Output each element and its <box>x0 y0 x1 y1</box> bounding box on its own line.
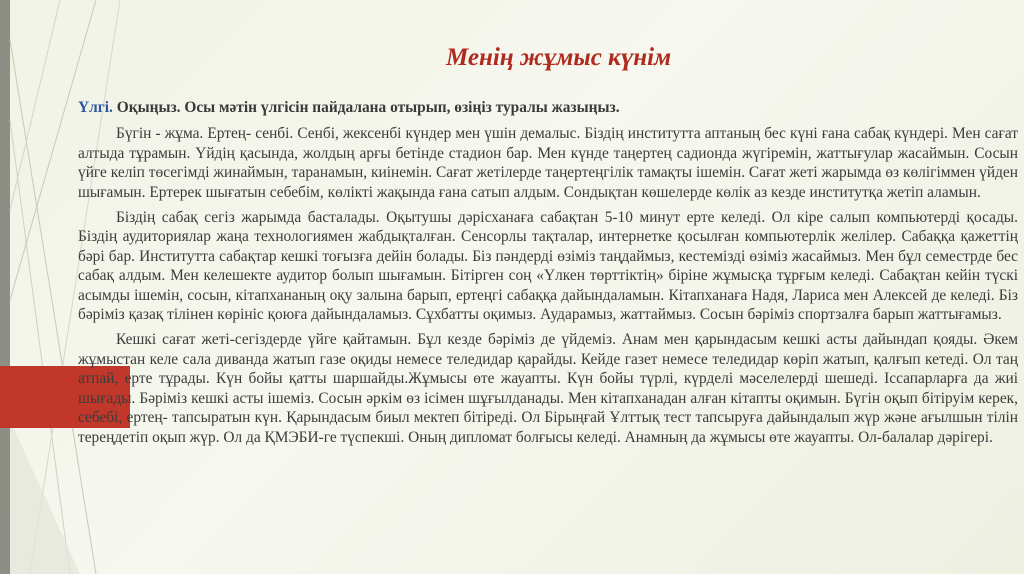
task-text: Оқыңыз. Осы мәтін үлгісін пайдалана отырып, өзіңіз туралы жазыңыз. <box>116 99 620 116</box>
task-label: Үлгі. <box>78 99 113 116</box>
paragraph-2: Біздің сабақ сегіз жарымда басталады. Оқытушы дәрісханаға сабақтан 5-10 минут ерте келеді. Ол кіре салып компьютерді қосады. Біздің аудиториялар жаңа технологиямен жабдықталған. Сенсорлы тақталар, интернетке қосылған компьютерлік желілер. Сабаққа қажеттің бәрі бар. Институтта сабақтар кешкі тоғызға дейін болады. Біз пәндерді өзіміз таңдаймыз, кестемізді өзіміз жасаймыз. Мен бұл семестрде бес сабақ алдым. Мен келешекте аудитор болып шығамын. Бітірген соң «Үлкен төрттіктің» біріне жұмысқа тұрғым келеді. Сабақтан кейін түскі асымды ішемін, сосын, кітапхананың оқу залына барып, ертеңгі сабаққа дайындаламын. Кітапханаға Надя, Лариса мен Алексей де келеді. Біз бәріміз қазақ тілінен көрініс қоюға дайындаламыз. Сұхбатты оқимыз. Аударамыз, жаттаймыз. Сосын бәріміз спортзалға барып жаттығамыз. <box>78 209 1018 324</box>
text-body <box>78 98 1018 453</box>
paragraph-3: Кешкі сағат жеті-сегіздерде үйге қайтамын. Бұл кезде бәріміз де үйдеміз. Анам мен қарындасым кешкі асты дайындап қояды. Әкем жұмыстан келе сала диванда жатып газе оқиды немесе теледидар қарайды. Кейде газет немесе теледидар көріп жатып, қалғып кетеді. Ол таң атпай, ерте тұрады. Күн бойы қатты шаршайды.Жұмысы өте жауапты. Күн бойы түрлі, күрделі мәселелерді шешеді. Іссапарларға да жиі шығады. Бәріміз кешкі асты ішеміз. Сосын әркім өз ісімен шұғылданады. Мен кітапханадан алған кітапты оқимын. Бүгін оқып бітіруім керек, себебі, ертең- тапсыратын күн. Қарындасым биыл мектеп бітіреді. Ол Бірыңғай Ұлттық тест тапсыруға дайындалып жүр және ағылшын тілін тереңдетіп оқып жүр. Ол да ҚМЭБИ-ге түспекші. Оның дипломат болғысы келеді. Анамның да жұмысы өте жауапты. Ол-балалар дәрігері. <box>78 331 1018 446</box>
paragraph-1: Бүгін - жұма. Ертең- сенбі. Сенбі, жексенбі күндер мен үшін демалыс. Біздің институтта аптаның бес күні ғана сабақ күндері. Мен сағат алтыда тұрамын. Үйдің қасында, жолдың арғы бетінде стадион бар. Мен күнде таңертең садионда жүгіремін, жаттығулар жасаймын. Сосын үйге келіп төсегімді жинаймын, таранамын, киінемін. Сағат жетілерде таңертеңгілік тамақты ішемін. Сағат жеті жарымда өз көлігіммен үйден шығамын. Ертерек шығатын себебім, көлікті жақында ғана сатып алдым. Сондықтан көшелерде көлік аз кезде институтқа жетіп аламын. <box>78 125 1018 201</box>
slide-title: Менің жұмыс күнім <box>446 44 672 71</box>
task-instruction <box>78 98 1018 117</box>
